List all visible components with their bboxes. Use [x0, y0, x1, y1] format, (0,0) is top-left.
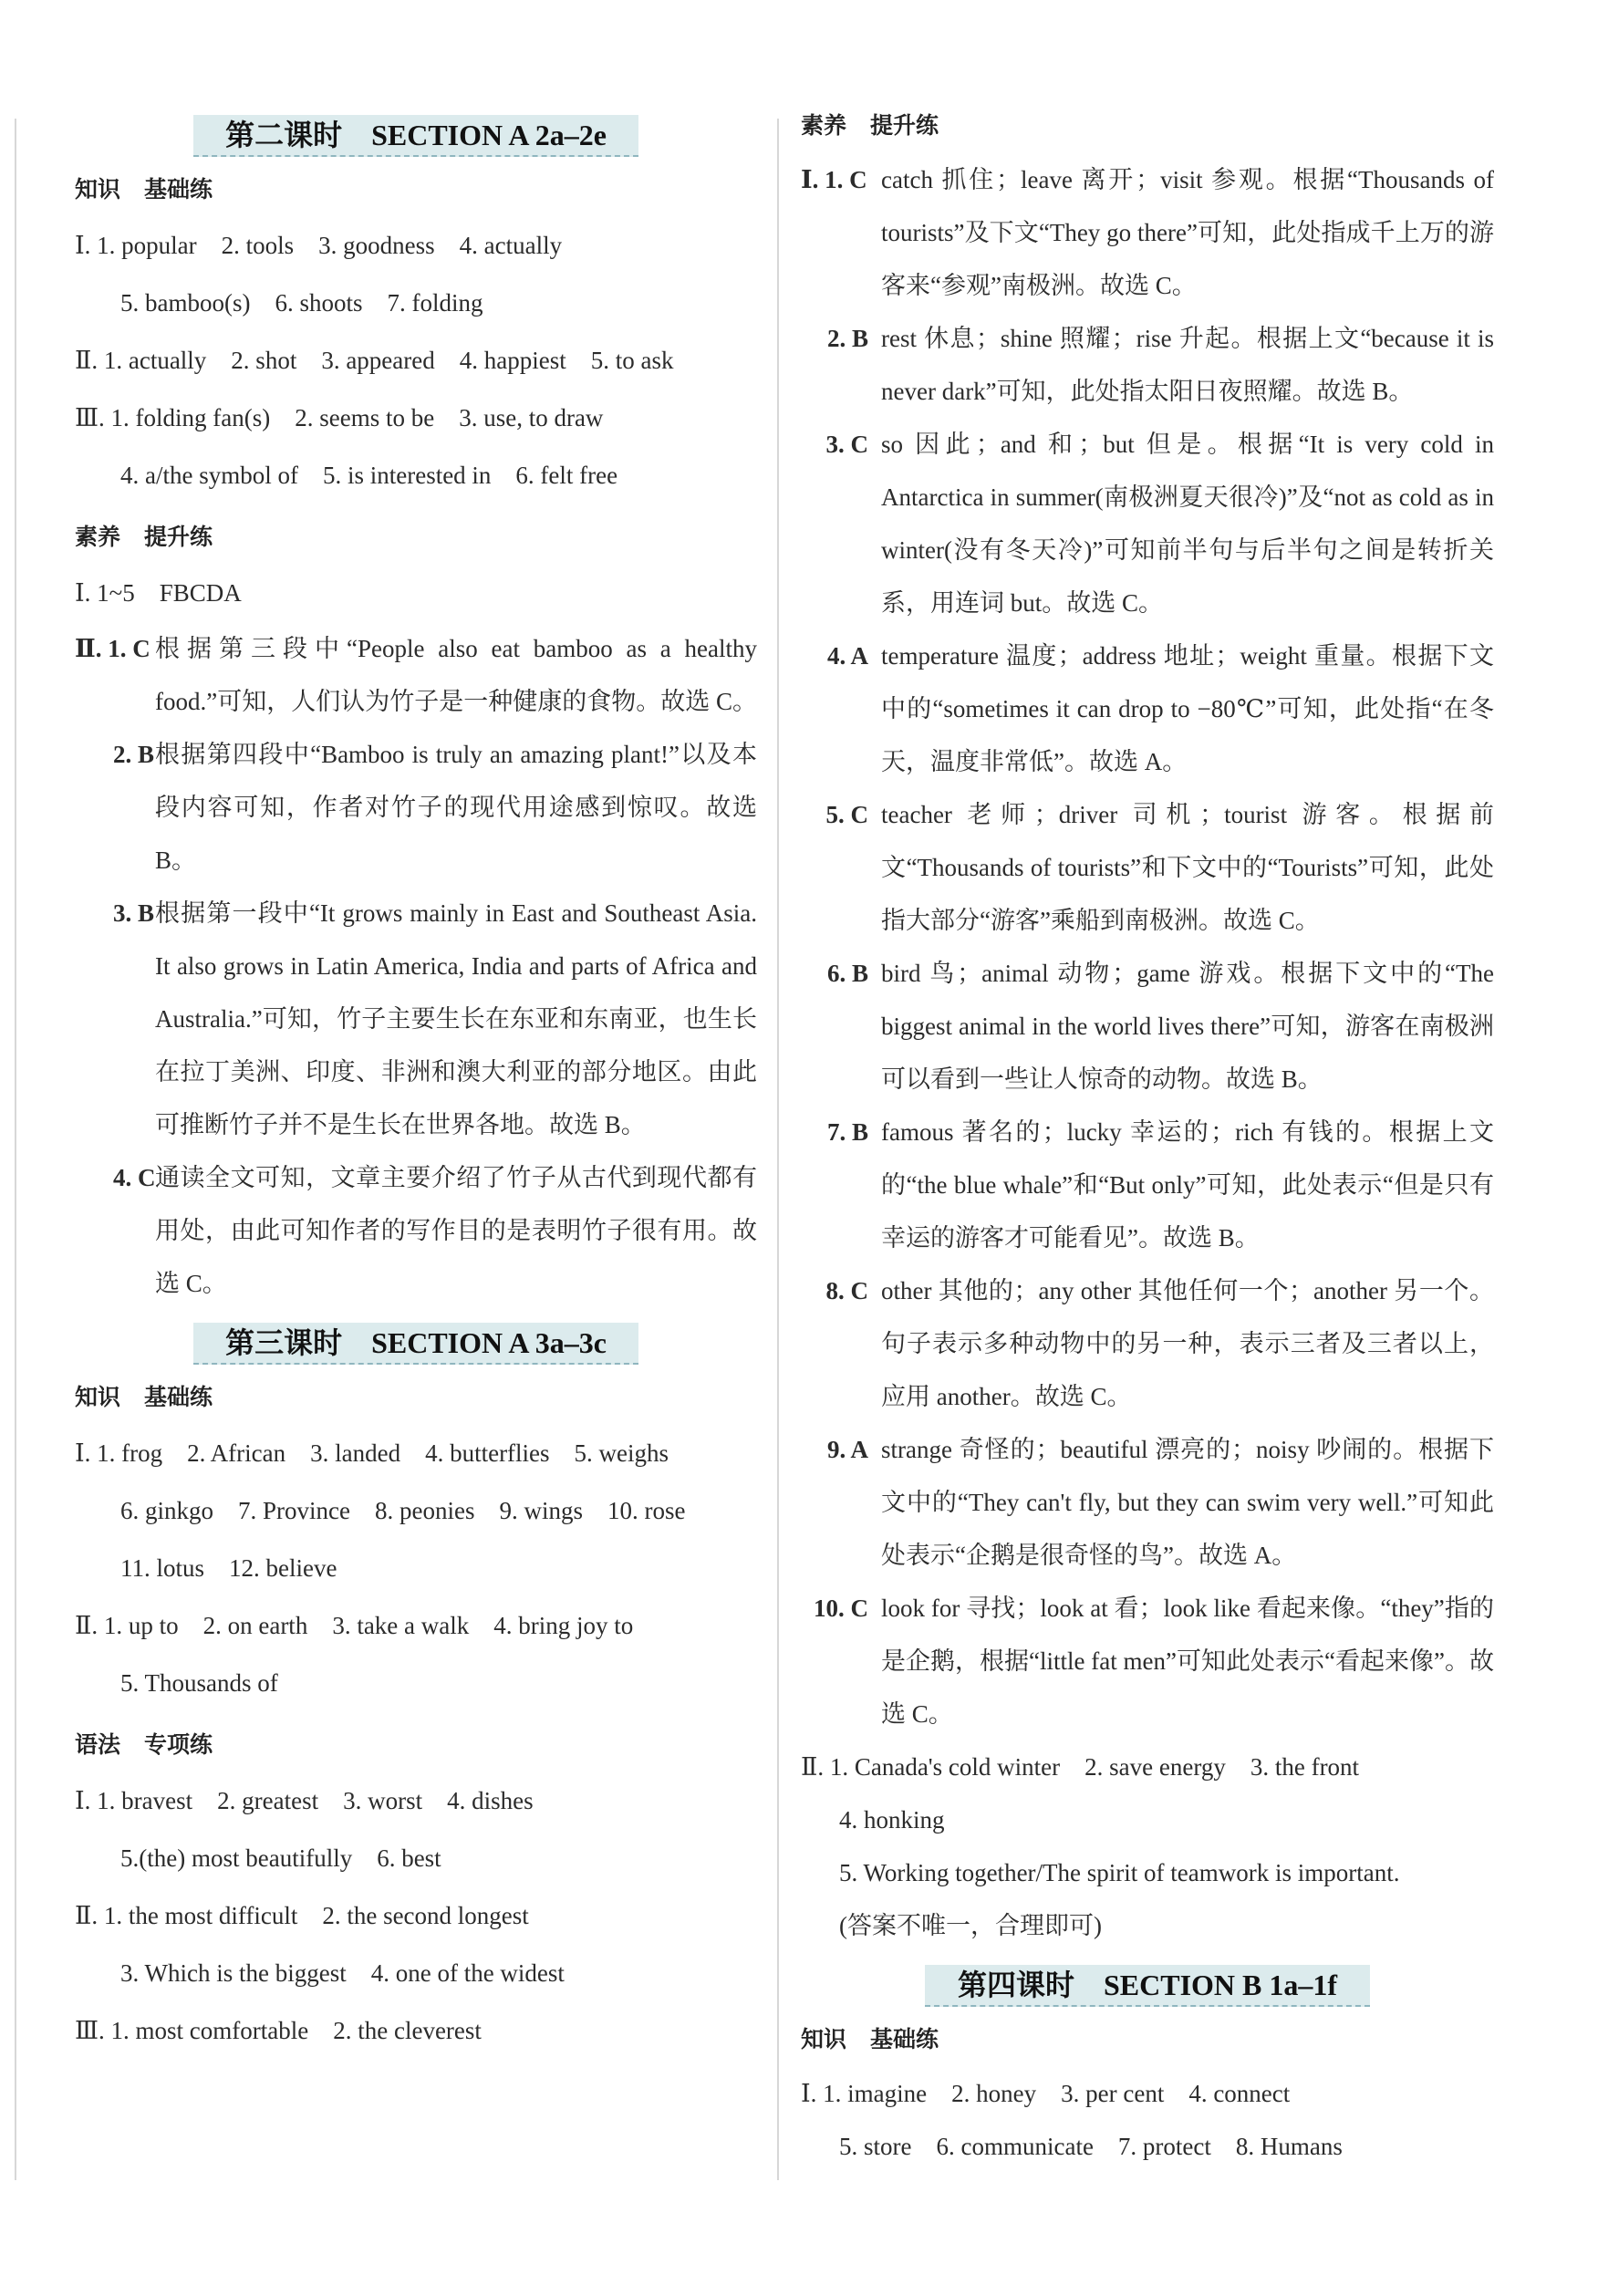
question-label: 7. B: [826, 1118, 868, 1146]
question-item: [75, 887, 757, 1151]
question-explanation: 根据第三段中“People also eat bamboo as a healthy food.”可知，人们认为竹子是一种健康的食物。故选 C。: [155, 635, 757, 715]
answer-line: (答案不唯一，合理即可): [839, 1912, 1102, 1939]
question-item: [801, 947, 1494, 1106]
question-item: [801, 418, 1494, 629]
lesson4-knowledge-heading: 知识 基础练: [801, 2026, 939, 2052]
question-label: 4. A: [826, 642, 868, 670]
question-item: [801, 629, 1494, 788]
question-item: [75, 622, 757, 728]
answer-line: Ⅰ. 1. frog 2. African 3. landed 4. butterflies 5. weighs: [75, 1439, 669, 1467]
question-label: Ⅰ. 1. C: [801, 166, 867, 193]
lesson3-title: 第三课时 SECTION A 3a–3c: [193, 1323, 638, 1365]
answer-line: Ⅰ. 1. popular 2. tools 3. goodness 4. actually: [75, 232, 563, 259]
question-label: 2. B: [826, 325, 868, 352]
question-explanation: strange 奇怪的；beautiful 漂亮的；noisy 吵闹的。根据下文中的“They can't fly, but they can swim very well.”可知此处表示“企鹅是很奇怪的鸟”。故选 A。: [881, 1436, 1494, 1569]
question-item: [801, 1582, 1494, 1740]
question-item: [801, 153, 1494, 312]
answer-line: 5. store 6. communicate 7. protect 8. Humans: [839, 2133, 1343, 2160]
lesson2-title: 第二课时 SECTION A 2a–2e: [193, 115, 638, 157]
question-item: [801, 1106, 1494, 1264]
question-label: 3. B: [113, 899, 155, 927]
lesson3-knowledge-heading: 知识 基础练: [75, 1384, 213, 1410]
answer-line: Ⅰ. 1. imagine 2. honey 3. per cent 4. connect: [801, 2080, 1291, 2107]
answer-line: Ⅰ. 1~5 FBCDA: [75, 579, 242, 607]
answer-line: Ⅱ. 1. Canada's cold winter 2. save energy 3. the front: [801, 1753, 1360, 1781]
question-explanation: look for 寻找；look at 看；look like 看起来像。“they”指的是企鹅，根据“little fat men”可知此处表示“看起来像”。故选 C。: [881, 1595, 1494, 1728]
question-explanation: teacher 老师；driver 司机；tourist 游客。根据前文“Thousands of tourists”和下文中的“Tourists”可知，此处指大部分“游客”乘船到南极洲。故选 C。: [881, 801, 1494, 934]
right-column: [801, 108, 1494, 2173]
question-item: [801, 1423, 1494, 1582]
answer-line: 4. a/the symbol of 5. is interested in 6. felt free: [120, 462, 618, 489]
question-label: 8. C: [825, 1277, 868, 1304]
left-margin-line: [15, 119, 16, 2180]
question-explanation: 通读全文可知，文章主要介绍了竹子从古代到现代都有用处，由此可知作者的写作目的是表明竹子很有用。故选 C。: [155, 1164, 757, 1297]
answer-line: Ⅲ. 1. most comfortable 2. the cleverest: [75, 2017, 482, 2044]
lesson2-knowledge-heading: 知识 基础练: [75, 176, 213, 203]
question-explanation: rest 休息；shine 照耀；rise 升起。根据上文“because it is never dark”可知，此处指太阳日夜照耀。故选 B。: [881, 325, 1494, 405]
answer-line: Ⅱ. 1. up to 2. on earth 3. take a walk 4. bring joy to: [75, 1612, 634, 1639]
question-explanation: 根据第四段中“Bamboo is truly an amazing plant!”以及本段内容可知，作者对竹子的现代用途感到惊叹。故选 B。: [155, 741, 757, 874]
question-explanation: bird 鸟；animal 动物；game 游戏。根据下文中的“The biggest animal in the world lives there”可知，游客在南极洲可以看到一些让人惊奇的动物。故选 B。: [881, 960, 1494, 1093]
answer-line: 5. Thousands of: [120, 1669, 278, 1697]
column-divider: [777, 119, 779, 2180]
question-label: 5. C: [825, 801, 868, 828]
question-label: 3. C: [825, 431, 868, 458]
question-label: 4. C: [113, 1164, 156, 1191]
question-label: Ⅱ. 1. C: [75, 635, 150, 662]
lesson2-ability-heading: 素养 提升练: [75, 524, 213, 550]
answer-line: Ⅲ. 1. folding fan(s) 2. seems to be 3. use, to draw: [75, 404, 604, 431]
question-label: 9. A: [826, 1436, 868, 1463]
question-item: [801, 1264, 1494, 1423]
answer-line: Ⅱ. 1. the most difficult 2. the second longest: [75, 1902, 529, 1929]
lesson4-title: 第四课时 SECTION B 1a–1f: [925, 1965, 1370, 2007]
question-explanation: famous 著名的；lucky 幸运的；rich 有钱的。根据上文的“the blue whale”和“But only”可知，此处表示“但是只有幸运的游客才可能看见”。故选 B。: [881, 1118, 1494, 1252]
question-label: 2. B: [113, 741, 155, 768]
question-explanation: other 其他的；any other 其他任何一个；another 另一个。句子表示多种动物中的另一种，表示三者及三者以上，应用 another。故选 C。: [881, 1277, 1494, 1410]
question-item: [801, 788, 1494, 947]
question-explanation: 根据第一段中“It grows mainly in East and Southeast Asia. It also grows in Latin America, India and parts of Africa and Australia.”可知，竹子主要生长在东亚和东南亚，也生长在拉丁美洲、印度、非洲和澳大利亚的部分地区。由此可推断竹子并不是生长在世界各地。故选 B。: [155, 899, 757, 1138]
question-explanation: catch 抓住；leave 离开；visit 参观。根据“Thousands of tourists”及下文“They go there”可知，此处指成千上万的游客来“参观”南极洲。故选 C。: [881, 166, 1494, 299]
answer-line: 3. Which is the biggest 4. one of the widest: [120, 1959, 565, 1987]
answer-line: Ⅰ. 1. bravest 2. greatest 3. worst 4. dishes: [75, 1787, 534, 1814]
answer-line: Ⅱ. 1. actually 2. shot 3. appeared 4. happiest 5. to ask: [75, 347, 674, 374]
right-ability-heading: 素养 提升练: [801, 112, 939, 139]
question-item: [75, 1151, 757, 1310]
answer-line: 5. bamboo(s) 6. shoots 7. folding: [120, 289, 483, 317]
answer-line: 6. ginkgo 7. Province 8. peonies 9. wings 10. rose: [120, 1497, 686, 1524]
left-column: [75, 99, 757, 2060]
question-explanation: so 因此；and 和；but 但是。根据“It is very cold in Antarctica in summer(南极洲夏天很冷)”及“not as cold as in winter(没有冬天冷)”可知前半句与后半句之间是转折关系，用连词 but。故选 C。: [881, 431, 1494, 617]
question-label: 10. C: [814, 1595, 868, 1622]
question-item: [75, 728, 757, 887]
question-item: [801, 312, 1494, 418]
answer-line: 5. Working together/The spirit of teamwork is important.: [839, 1859, 1400, 1886]
question-label: 6. B: [826, 960, 868, 987]
lesson3-grammar-heading: 语法 专项练: [75, 1731, 213, 1758]
answer-line: 11. lotus 12. believe: [120, 1554, 337, 1582]
question-explanation: temperature 温度；address 地址；weight 重量。根据下文中的“sometimes it can drop to −80℃”可知，此处指“在冬天，温度非常低”。故选 A。: [881, 642, 1494, 775]
answer-line: 4. honking: [839, 1806, 945, 1834]
answer-line: 5.(the) most beautifully 6. best: [120, 1844, 441, 1872]
